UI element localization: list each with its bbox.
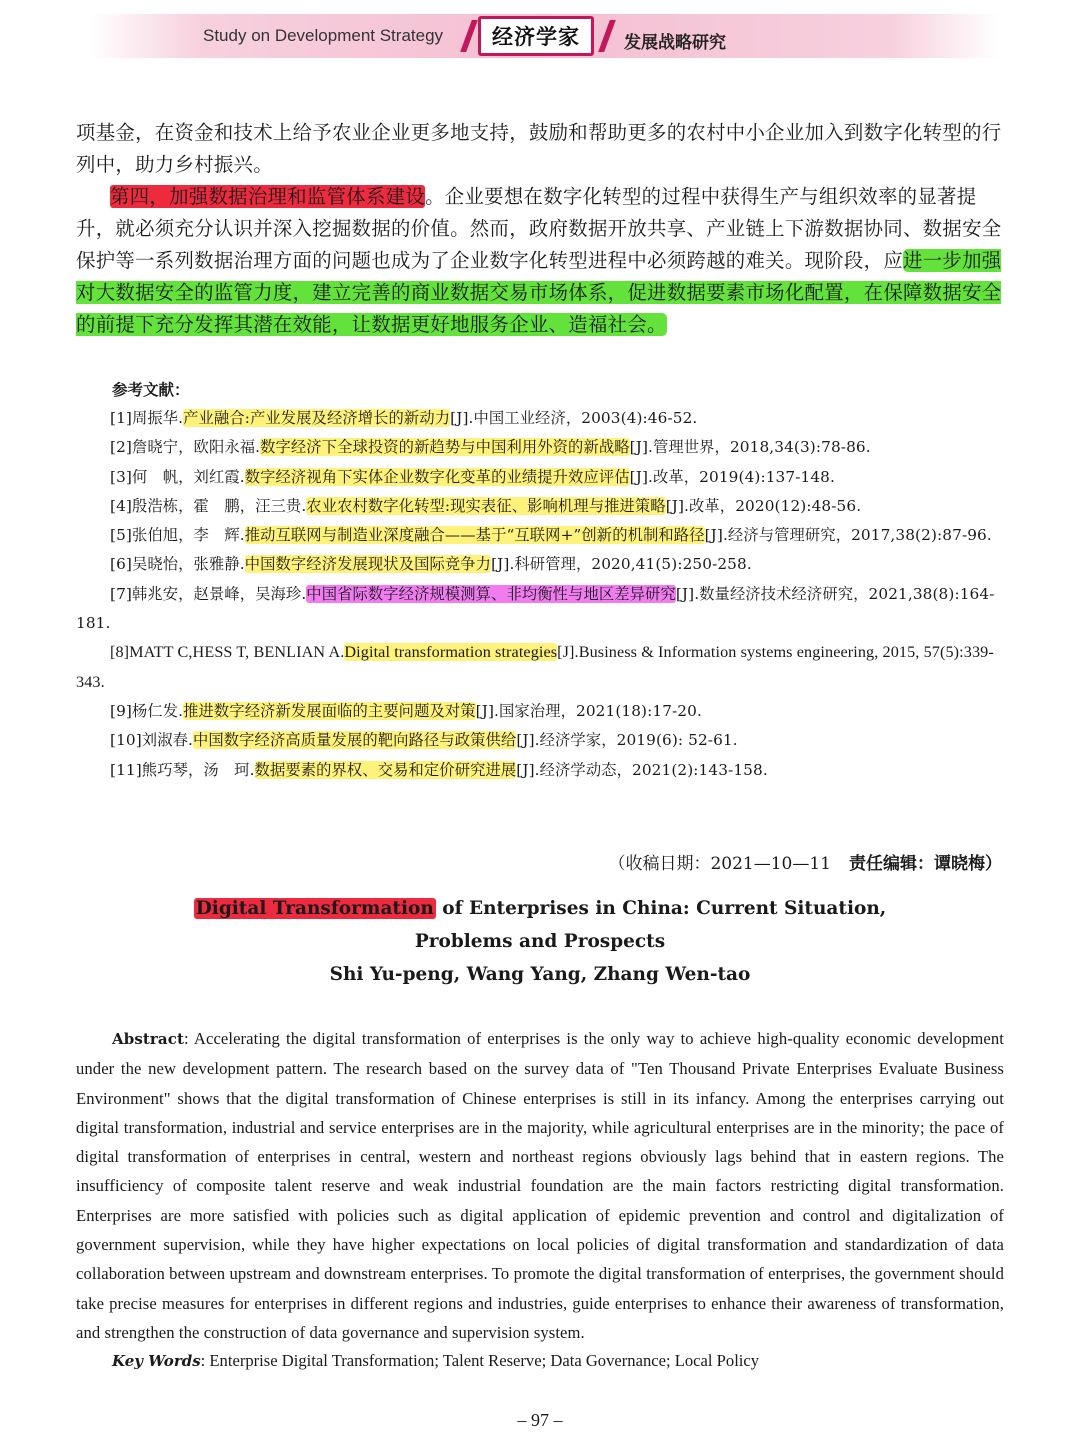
- english-authors: Shi Yu-peng, Wang Yang, Zhang Wen-tao: [329, 964, 751, 985]
- reference-title-highlight: 推动互联网与制造业深度融合——基于“互联网+”创新的机制和路径: [244, 526, 705, 545]
- reference-item: [3]何 帆，刘红霞.数字经济视角下实体企业数字化变革的业绩提升效应评估[J].改革，2019(4):137-148.: [110, 467, 835, 486]
- keywords-line: [112, 1346, 1002, 1376]
- references-list: [76, 404, 1004, 785]
- reference-title-highlight: 数据要素的界权、交易和定价研究进展: [254, 760, 517, 779]
- body-paragraph-1: 项基金，在资金和技术上给予农业企业更多地支持，鼓励和帮助更多的农村中小企业加入到数字化转型的行列中，助力乡村振兴。: [76, 121, 1002, 176]
- reference-title-highlight: 推进数字经济新发展面临的主要问题及对策: [183, 701, 476, 720]
- reference-title-highlight: 数字经济下全球投资的新趋势与中国利用外资的新战略: [260, 438, 630, 457]
- references-heading: 参考文献：: [112, 381, 190, 399]
- page-number: – 97 –: [517, 1410, 563, 1430]
- abstract-label: Abstract: [112, 1030, 184, 1048]
- reference-item: [7]韩兆安，赵景峰，吴海珍.中国省际数字经济规模测算、非均衡性与地区差异研究[J].数量经济技术经济研究，2021,38(8):164-181.: [76, 584, 995, 633]
- paragraph-2-text: 。企业要想在数字化转型的过程中获得生产与组织效率的显著提升，就必须充分认识并深入挖掘数据的价值。然而，政府数据开放共享、产业链上下游数据协同、数据安全保护等一系列数据治理方面的问题也成为了企业数字化转型进程中必须跨越的难关。现阶段，应: [76, 185, 1002, 272]
- keywords-label: Key Words: [112, 1352, 201, 1370]
- english-title-line-2: Problems and Prospects: [414, 931, 666, 952]
- reference-item: [8]MATT C,HESS T, BENLIAN A.Digital transformation strategies[J].Business & Information systems engineering, 2015, 57(5):339-343.: [76, 643, 994, 691]
- title-highlight: Digital Transformation: [195, 898, 434, 919]
- abstract-text: : Accelerating the digital transformation of enterprises is the only way to achieve high-quality economic development under the new development pattern. The research based on the survey data of "Ten Thousand Private Enterprises Evaluate Business Environment" shows that the digital transformation of Chinese enterprises is still in its infancy. Among the enterprises carrying out digital transformation, industrial and service enterprises are in the majority, while agricultural enterprises are in the minority; the pace of digital transformation of enterprises in central, western and northeast regions obviously lags behind that in eastern regions. The insufficiency of composite talent reserve and weak industrial foundation are the main factors restricting digital transformation. Enterprises are more satisfied with policies such as digital application of epidemic prevention and control and digitalization of government supervision, while they have higher expectations on local policies of digital transformation and standardization of data collaboration between upstream and downstream enterprises. To promote the digital transformation of enterprises, the government should take precise measures for enterprises in different regions and industries, guide enterprises to enhance their awareness of transformation, and strengthen the construction of data governance and supervision system.: [76, 1029, 1004, 1342]
- reference-title-highlight: 数字经济视角下实体企业数字化变革的业绩提升效应评估: [244, 467, 630, 486]
- reference-title-highlight: 中国数字经济高质量发展的靶向路径与政策供给: [192, 731, 517, 750]
- english-title-line-1: Digital Transformation of Enterprises in China: Current Situation,: [195, 898, 887, 919]
- reference-item: [11]熊巧琴，汤 珂.数据要素的界权、交易和定价研究进展[J].经济学动态，2021(2):143-158.: [110, 760, 768, 779]
- reference-item: [4]殷浩栋，霍 鹏，汪三贵.农业农村数字化转型:现实表征、影响机理与推进策略[J].改革，2020(12):48-56.: [110, 496, 862, 515]
- highlight-section-heading: 第四，加强数据治理和监管体系建设: [110, 185, 426, 208]
- reference-title-highlight: 农业农村数字化转型:现实表征、影响机理与推进策略: [306, 496, 666, 515]
- header-journal-section-cn: 发展战略研究: [624, 33, 726, 53]
- body-paragraph-2: [76, 181, 1004, 341]
- running-header: [0, 0, 1080, 75]
- reference-item: [1]周振华.产业融合:产业发展及经济增长的新动力[J].中国工业经济，2003(4):46-52.: [110, 409, 698, 427]
- reference-item: [6]吴晓怡，张雅静.中国数字经济发展现状及国际竞争力[J].科研管理，2020,41(5):250-258.: [110, 555, 752, 574]
- received-date-line: [608, 849, 1002, 874]
- reference-item: [2]詹晓宁，欧阳永福.数字经济下全球投资的新趋势与中国利用外资的新战略[J].管理世界，2018,34(3):78-86.: [110, 438, 871, 457]
- reference-title-highlight: 中国数字经济发展现状及国际竞争力: [244, 555, 492, 574]
- reference-title-highlight: Digital transformation strategies: [344, 643, 558, 662]
- journal-logo: 经济学家: [478, 16, 594, 56]
- reference-title-highlight: 产业融合:产业发展及经济增长的新动力: [183, 409, 451, 427]
- received-date: （收稿日期：2021—10—11: [608, 854, 831, 874]
- reference-title-highlight-pink: 中国省际数字经济规模测算、非均衡性与地区差异研究: [306, 584, 676, 603]
- responsible-editor: 责任编辑：谭晓梅）: [849, 854, 1002, 874]
- reference-item: [10]刘淑春.中国数字经济高质量发展的靶向路径与政策供给[J].经济学家，2019(6): 52-61.: [110, 731, 738, 750]
- reference-item: [5]张伯旭，李 辉.推动互联网与制造业深度融合——基于“互联网+”创新的机制和路径[J].经济与管理研究，2017,38(2):87-96.: [110, 526, 992, 545]
- keywords-text: : Enterprise Digital Transformation; Talent Reserve; Data Governance; Local Policy: [200, 1351, 760, 1370]
- reference-item: [9]杨仁发.推进数字经济新发展面临的主要问题及对策[J].国家治理，2021(18):17-20.: [110, 701, 702, 720]
- highlight-green-text: 进一步加强对大数据安全的监管力度，建立完善的商业数据交易市场体系，促进数据要素市场化配置，在保障数据安全的前提下充分发挥其潜在效能，让数据更好地服务企业、造福社会。: [76, 249, 1002, 336]
- abstract-paragraph: [76, 1024, 1004, 1347]
- header-journal-section-en: Study on Development Strategy: [203, 26, 444, 45]
